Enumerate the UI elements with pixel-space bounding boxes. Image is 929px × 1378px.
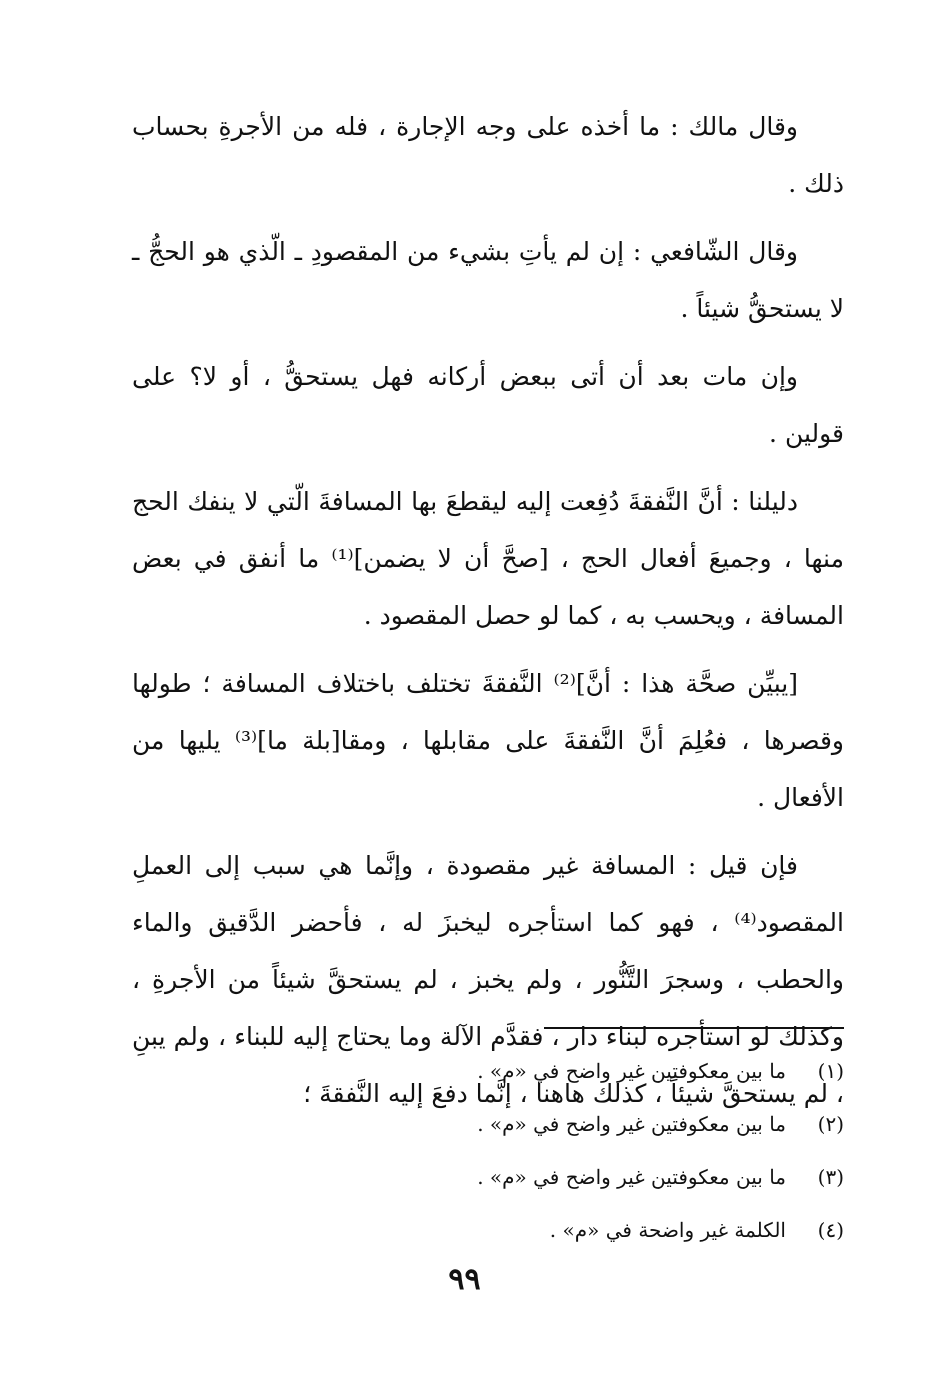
footnote-text: ما بين معكوفتين غير واضح في «م» .: [477, 1059, 786, 1083]
footnote-3: [300, 1151, 844, 1204]
footnotes: [300, 1045, 844, 1257]
footnote-1: [300, 1045, 844, 1098]
paragraph-clarification: [يبيِّن صحَّة هذا : أنَّ]⁽²⁾ النَّفقةَ تختلف باختلاف المسافة ؛ طولها وقصرها ، فعُلِمَ أنَّ النَّفقةَ على مقابلها ، ومقا[بلة ما]⁽³⁾ يليها من الأفعال .: [132, 669, 844, 812]
footnote-4: [300, 1204, 844, 1257]
footnote-number: (٣): [817, 1165, 844, 1189]
footnote-2: [300, 1098, 844, 1151]
footnote-number: (٤): [817, 1218, 844, 1242]
footnote-text: الكلمة غير واضحة في «م» .: [549, 1218, 786, 1242]
footnote-text: ما بين معكوفتين غير واضح في «م» .: [477, 1112, 786, 1136]
paragraph-shafii: وقال الشّافعي : إن لم يأتِ بشيء من المقصودِ ـ الّذي هو الحجُّ ـ لا يستحقُّ شيئاً .: [132, 237, 844, 323]
paragraph-objection: فإن قيل : المسافة غير مقصودة ، وإنَّما هي سبب إلى العملِ المقصود⁽⁴⁾ ، فهو كما استأجره ليخبزَ له ، فأحضر الدَّقيق والماء والحطب ، وسجرَ التَّنُّور ، ولم يخبز ، لم يستحقَّ شيئاً من الأجرةِ ، وكذلك لو استأجره لبناء دار ، فقدَّم الآلة وما يحتاج إليه للبناء ، ولم يبنِ ، لم يستحقَّ شيئاً ، كذلك هاهنا ، إنَّما دفعَ إليه النَّفقةَ ؛: [132, 851, 844, 1108]
main-text: [132, 98, 844, 1133]
footnote-number: (٢): [817, 1112, 844, 1136]
footnote-divider: [544, 1027, 844, 1029]
paragraph-malik: وقال مالك : ما أخذه على وجه الإجارة ، فله من الأجرةِ بحساب ذلك .: [132, 112, 844, 198]
footnote-text: ما بين معكوفتين غير واضح في «م» .: [477, 1165, 786, 1189]
paragraph-death-case: وإن مات بعد أن أتى ببعض أركانه فهل يستحقُّ ، أو لا؟ على قولين .: [132, 362, 844, 448]
footnote-number: (١): [817, 1059, 844, 1083]
page-number: ٩٩: [448, 1262, 481, 1297]
paragraph-evidence: دليلنا : أنَّ النَّفقةَ دُفِعت إليه ليقطعَ بها المسافةَ الّتي لا ينفك الحج منها ، وجميعَ أفعال الحج ، [صحَّ أن لا يضمن]⁽¹⁾ ما أنفق في بعض المسافة ، ويحسب به ، كما لو حصل المقصود .: [132, 487, 844, 630]
